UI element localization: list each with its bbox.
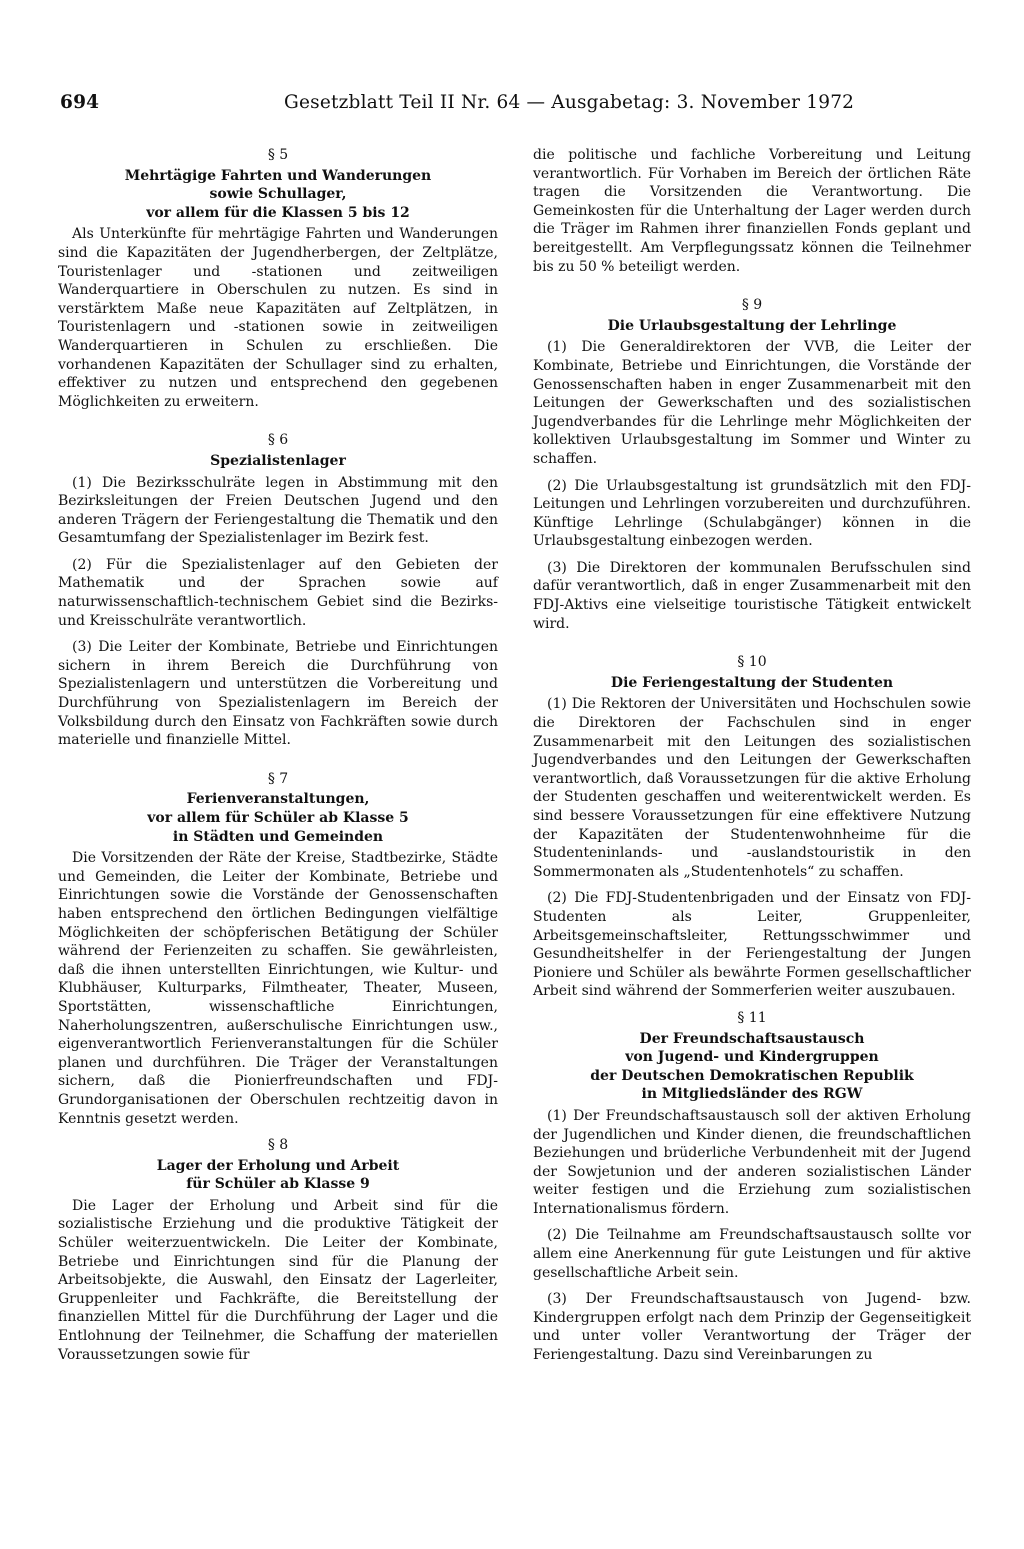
paragraph: Die Lager der Erholung und Arbeit sind für die sozialistische Erziehung und die produktive Tätigkeit der Schüler weiterzuentwickeln. Die Leiter der Kombinate, Betriebe und Einrichtungen sind für die Planung der Arbeitsobjekte, die Auswahl, den Einsatz der Lagerleiter, Gruppenleiter und Fachkräfte, die Bereitstellung der finanziellen Mittel für die Durchführung der Lager und die Entlohnung der Teilnehmer, die Schaffung der materiellen Voraussetzungen sowie für — [58, 1197, 498, 1363]
section-9 — [533, 296, 971, 633]
section-number: § 7 — [267, 770, 289, 787]
section-number: § 5 — [267, 147, 289, 163]
section-11 — [533, 1009, 971, 1365]
section-title: Die Urlaubsgestaltung der Lehrlinge — [607, 317, 897, 334]
section-number: § 11 — [737, 1009, 767, 1026]
paragraph: (2) Die Urlaubsgestaltung ist grundsätzlich mit den FDJ-Leitungen und Lehrlingen vorzubereiten und durchzuführen. Künftige Lehrlinge (Schulabgänger) können in die Urlaubsgestaltung einbezogen werden. — [533, 477, 971, 550]
paragraph: (2) Die FDJ-Studentenbrigaden und der Einsatz von FDJ-Studenten als Leiter, Gruppenleiter, Arbeitsgemeinschaftsleiter, Rettungsschwimmer und Gesundheitshelfer in der Feriengestaltung der Jungen Pioniere und Schüler als bewährte Formen gesellschaftlicher Arbeit sind während der Sommerferien weiter auszubauen. — [533, 890, 971, 1000]
section-5 — [58, 146, 498, 411]
right-column — [533, 146, 971, 1373]
section-number: § 10 — [737, 654, 767, 671]
section-title: Die Feriengestaltung der Studenten — [610, 674, 894, 691]
section-number: § 8 — [267, 1137, 289, 1154]
section-number: § 9 — [741, 297, 763, 314]
paragraph: (3) Die Leiter der Kombinate, Betriebe und Einrichtungen sichern in ihrem Bereich die Durchführung von Spezialistenlagern und unterstützen die Vorbereitung und Durchführung von Spezialistenlagern im Bereich der Volksbildung durch den Einsatz von Fachkräften sowie durch materielle und finanzielle Mittel. — [58, 639, 498, 749]
paragraph: (2) Die Teilnahme am Freundschaftsaustausch sollte vor allem eine Anerkennung für gute Leistungen und für aktive gesellschaftliche Arbeit sein. — [533, 1227, 971, 1281]
section-title: Ferienveranstaltungen, vor allem für Schüler ab Klasse 5 in Städten und Gemeinden — [147, 791, 409, 845]
paragraph: (2) Für die Spezialistenlager auf den Gebieten der Mathematik und der Sprachen sowie auf naturwissenschaftlich-technischem Gebiet sind die Bezirks- und Kreisschulräte verantwortlich. — [58, 556, 498, 629]
page-header — [60, 92, 960, 120]
section-8 — [58, 1136, 498, 1364]
paragraph: Als Unterkünfte für mehrtägige Fahrten und Wanderungen sind die Kapazitäten der Jugendherbergen, der Zeltplätze, Touristenlager und -stationen und zeitweiligen Wanderquartiere in Oberschulen zu nutzen. Es sind in verstärktem Maße neue Kapazitäten auf Zeltplätzen, in Touristenlagern und -stationen sowie in zeitweiligen Wanderquartieren in Schulen zu erschließen. Die vorhandenen Kapazitäten der Schullager sind zu erhalten, effektiver zu nutzen und entsprechend den gegebenen Möglichkeiten zu erweitern. — [58, 226, 498, 410]
section-6 — [58, 431, 498, 750]
page-number: 694 — [60, 92, 100, 113]
left-column — [58, 146, 498, 1372]
paragraph: (3) Die Direktoren der kommunalen Berufsschulen sind dafür verantwortlich, daß in enger Zusammenarbeit mit den FDJ-Aktivs eine vielseitige touristische Tätigkeit entwickelt wird. — [533, 559, 971, 632]
paragraph: (1) Die Generaldirektoren der VVB, die Leiter der Kombinate, Betriebe und Einrichtungen, die Vorstände der Genossenschaften haben in enger Zusammenarbeit mit den Leitungen der Gewerkschaften und des sozialistischen Jugendverbandes für die Lehrlinge mehr Möglichkeiten der kollektiven Urlaubsgestaltung im Sommer und Winter zu schaffen. — [533, 339, 971, 467]
section-title: Spezialistenlager — [210, 452, 346, 469]
paragraph: (1) Der Freundschaftsaustausch soll der aktiven Erholung der Jugendlichen und Kinder dienen, die freundschaftlichen Beziehungen und brüderliche Verbundenheit mit der Jugend der Sowjetunion und der anderen sozialistischen Länder weiter festigen und die Erziehung zum sozialistischen Internationalismus fördern. — [533, 1107, 971, 1217]
section-title: Der Freundschaftsaustausch von Jugend- und Kindergruppen der Deutschen Demokratischen Republik in Mitgliedsländer des RGW — [590, 1030, 914, 1103]
section-title: Mehrtägige Fahrten und Wanderungen sowie Schullager, vor allem für die Klassen 5 bis 12 — [124, 167, 432, 221]
paragraph-continuation: die politische und fachliche Vorbereitung und Leitung verantwortlich. Für Vorhaben im Bereich der örtlichen Räte tragen die Vorsitzenden die Verantwortung. Die Gemeinkosten für die Unterhaltung der Lager werden durch die Träger im Rahmen ihrer finanziellen Fonds geplant und bereitgestellt. Am Verpflegungssatz können die Teilnehmer bis zu 50 % beteiligt werden. — [533, 147, 971, 275]
paragraph: (1) Die Rektoren der Universitäten und Hochschulen sowie die Direktoren der Fachschulen sind in enger Zusammenarbeit mit den Leitungen des sozialistischen Jugendverbandes und den Leitungen der Gewerkschaften verantwortlich, daß Voraussetzungen für die aktive Erholung der Studenten geschaffen und weiterentwickelt werden. Es sind bessere Voraussetzungen für eine effektivere Nutzung der Kapazitäten der Studentenwohnheime für die Studenteninlands- und -auslandstouristik in den Sommermonaten als „Studentenhotels“ zu schaffen. — [533, 696, 971, 880]
paragraph: (1) Die Bezirksschulräte legen in Abstimmung mit den Bezirksleitungen der Freien Deutschen Jugend und den anderen Trägern der Feriengestaltung die Thematik und den Gesamtumfang der Spezialistenlager im Bezirk fest. — [58, 474, 498, 547]
running-title: Gesetzblatt Teil II Nr. 64 — Ausgabetag: 3. November 1972 — [284, 92, 855, 113]
paragraph: (3) Der Freundschaftsaustausch von Jugend- bzw. Kindergruppen erfolgt nach dem Prinzip der Gegenseitigkeit und unter voller Verantwortung der Träger der Feriengestaltung. Dazu sind Vereinbarungen zu — [533, 1291, 971, 1364]
section-number: § 6 — [267, 432, 289, 449]
paragraph: Die Vorsitzenden der Räte der Kreise, Stadtbezirke, Städte und Gemeinden, die Leiter der Kombinate, Betriebe und Einrichtungen sowie die Vorstände der Genossenschaften haben entsprechend den örtlichen Bedingungen vielfältige Möglichkeiten der schöpferischen Betätigung der Schüler während der Ferienzeiten zu schaffen. Sie gewährleisten, daß die ihnen unterstellten Einrichtungen, wie Kultur- und Klubhäuser, Kulturparks, Filmtheater, Theater, Museen, Sportstätten, wissenschaftliche Einrichtungen, Naherholungszentren, außerschulische Einrichtungen usw., eigenverantwortlich Ferienveranstaltungen für die Schüler planen und durchführen. Die Träger der Veranstaltungen sichern, daß die Pionierfreundschaften und FDJ-Grundorganisationen der Oberschulen rechtzeitig davon in Kenntnis gesetzt werden. — [58, 850, 498, 1127]
section-10 — [533, 653, 971, 1001]
section-7 — [58, 770, 498, 1128]
section-title: Lager der Erholung und Arbeit für Schüler ab Klasse 9 — [156, 1157, 400, 1193]
